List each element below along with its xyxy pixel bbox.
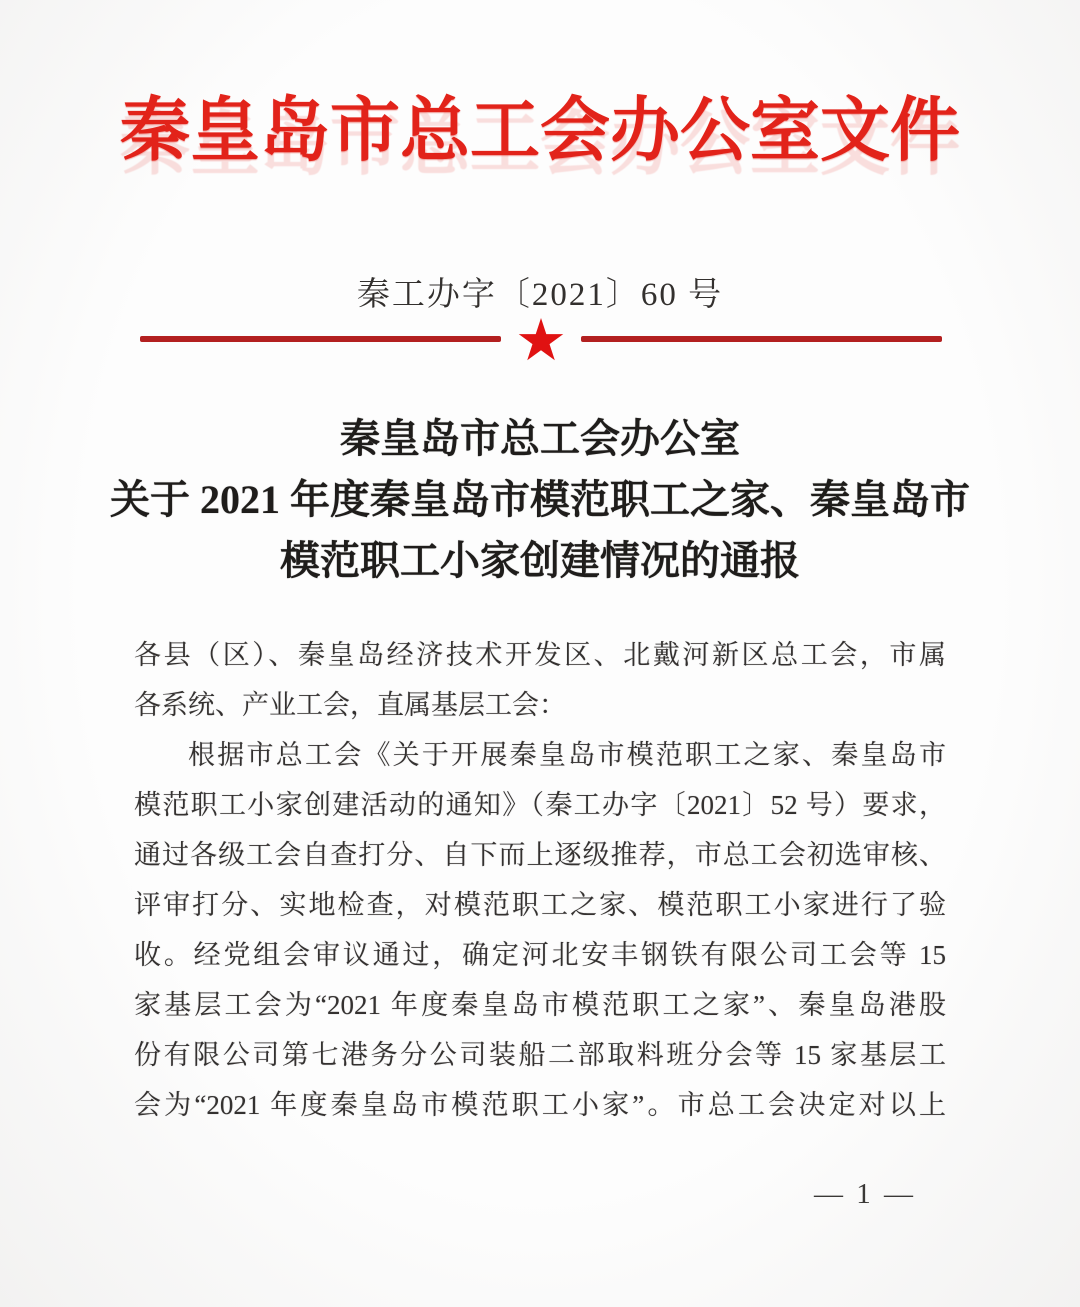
title-line: 秦皇岛市总工会办公室: [340, 416, 740, 461]
body-line: 模范职工小家创建活动的通知》（秦工办字〔2021〕52 号）要求，: [134, 790, 946, 820]
body-line: 根据市总工会《关于开展秦皇岛市模范职工之家、秦皇岛市: [188, 740, 946, 770]
body-line: 通过各级工会自查打分、自下而上逐级推荐，市总工会初选审核、: [134, 840, 946, 870]
document-number: 秦工办字〔2021〕60 号: [356, 277, 724, 313]
header-divider: [140, 306, 942, 374]
title-line: 关于 2021 年度秦皇岛市模范职工之家、秦皇岛市: [110, 477, 970, 522]
body-line: 收。经党组会审议通过，确定河北安丰钢铁有限公司工会等 15: [134, 940, 946, 970]
body-line: 各县（区）、秦皇岛经济技术开发区、北戴河新区总工会，市属: [134, 640, 946, 670]
body-line: 评审打分、实地检查，对模范职工之家、模范职工小家进行了验: [134, 890, 946, 920]
page-number: — 1 —: [814, 1178, 916, 1210]
body-line: 份有限公司第七港务分公司装船二部取料班分会等 15 家基层工: [134, 1040, 946, 1070]
red-star-icon: ★: [515, 306, 567, 374]
body-line: 家基层工会为“2021 年度秦皇岛市模范职工之家”、秦皇岛港股: [134, 990, 946, 1020]
body-line: 各系统、产业工会，直属基层工会：: [134, 690, 566, 720]
divider-line-left: [140, 336, 501, 342]
body-line: 会为“2021 年度秦皇岛市模范职工小家”。市总工会决定对以上: [134, 1090, 946, 1120]
red-header-title: 秦皇岛市总工会办公室文件: [120, 93, 960, 170]
title-line: 模范职工小家创建情况的通报: [280, 538, 800, 583]
document-title: [0, 408, 1080, 591]
divider-line-right: [581, 336, 942, 342]
document-body: [134, 630, 946, 1130]
